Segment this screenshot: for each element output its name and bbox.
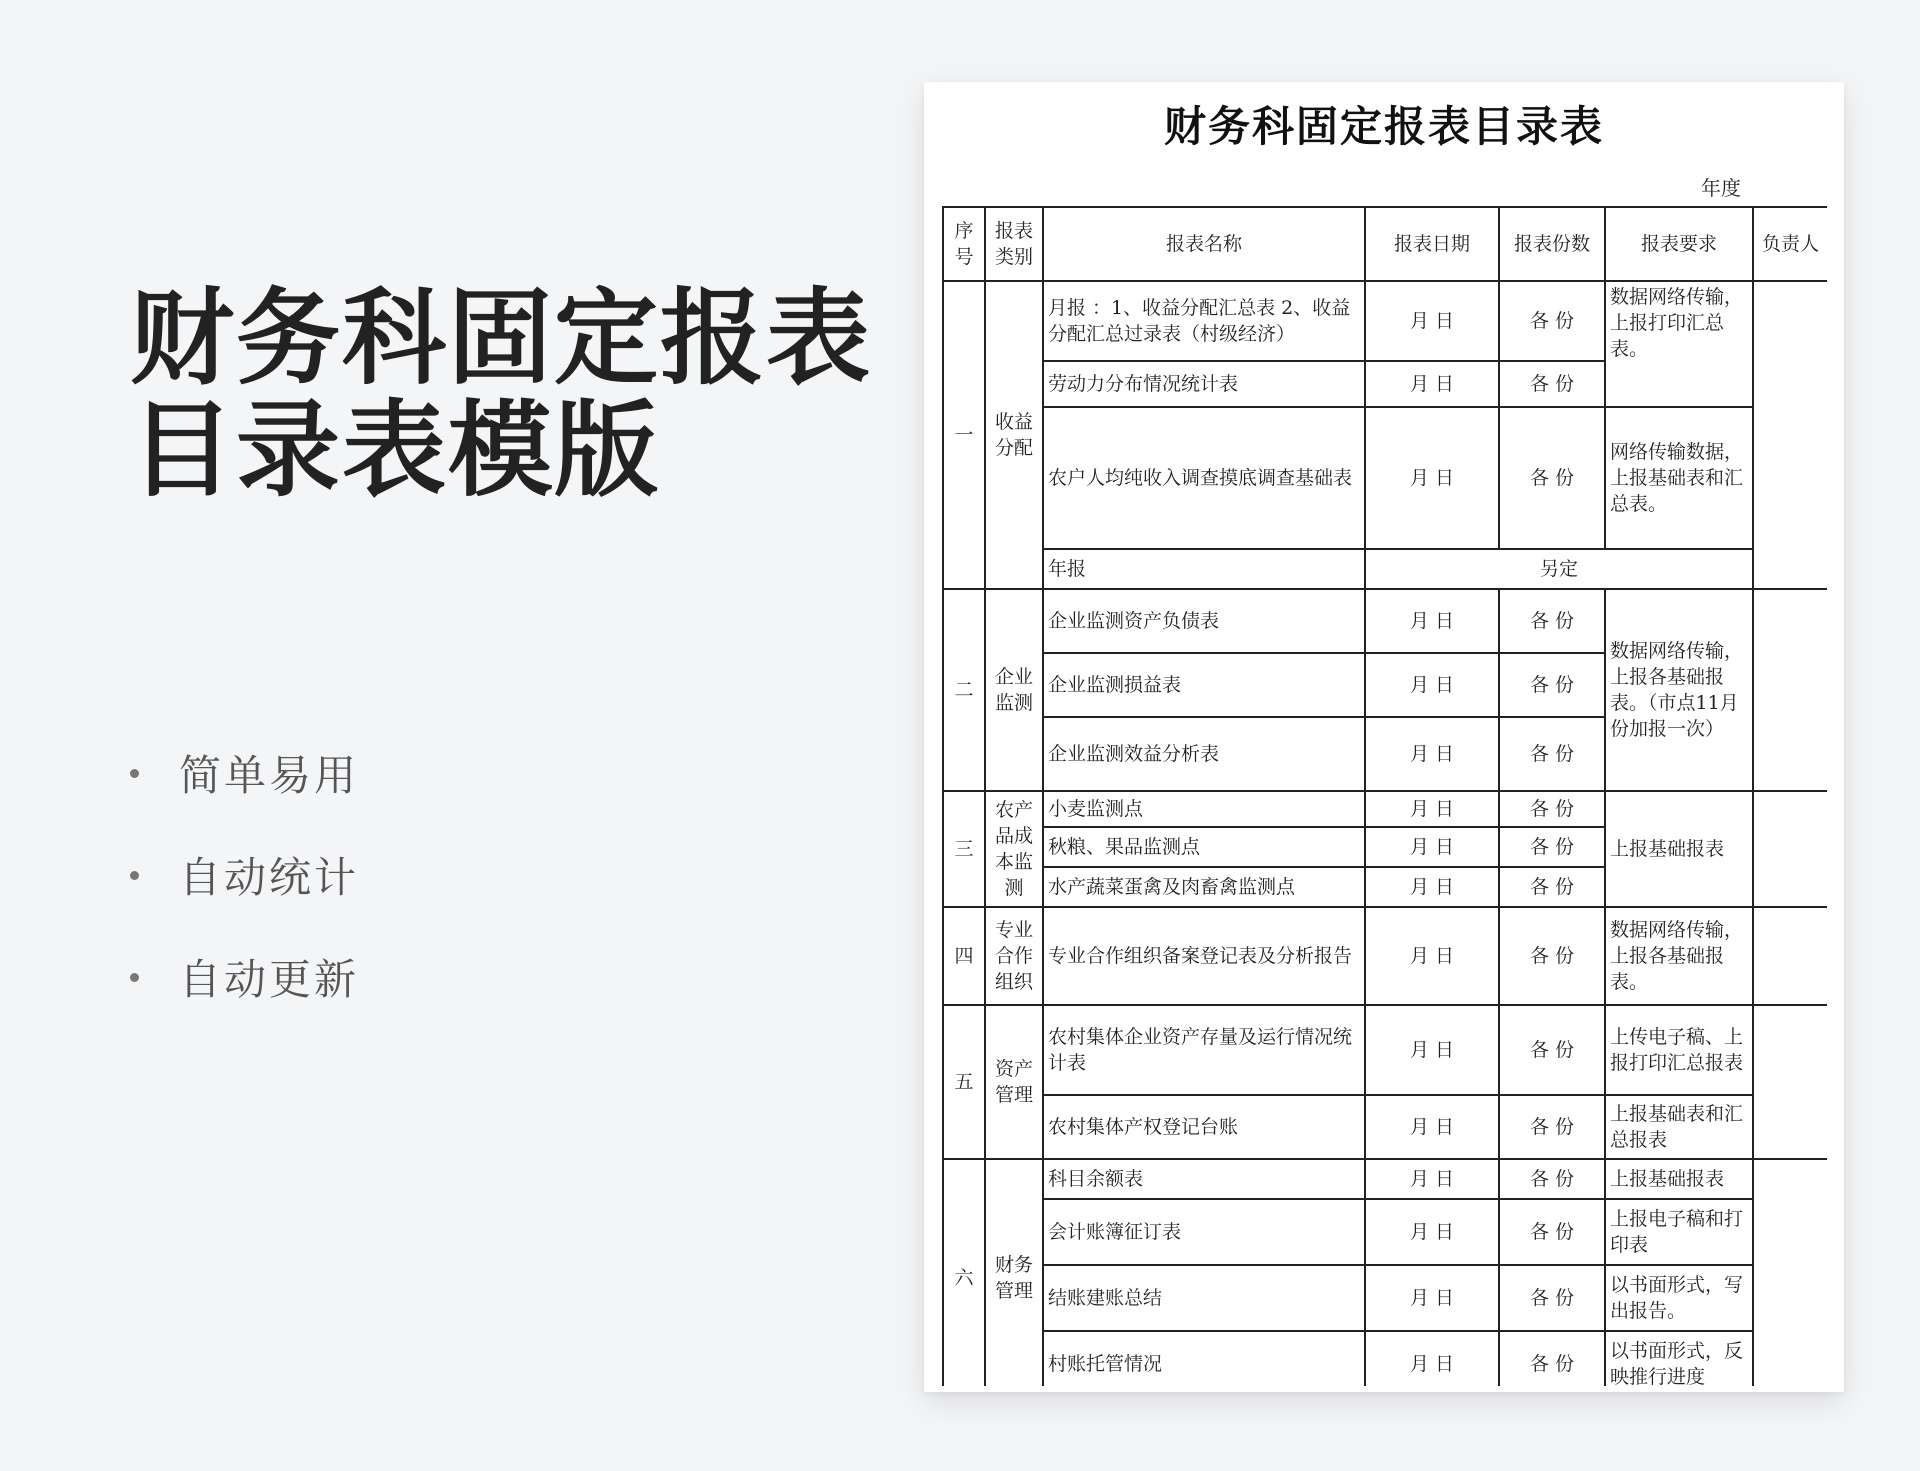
report-name: 农村集体企业资产存量及运行情况统计表	[1043, 1005, 1365, 1095]
table-row	[943, 1331, 1827, 1386]
report-requirement: 网络传输数据，上报基础表和汇总表。	[1605, 407, 1753, 549]
report-copies: 各 份	[1499, 717, 1605, 791]
report-date: 月 日	[1365, 589, 1499, 653]
report-copies: 各 份	[1499, 653, 1605, 717]
feature-label: 简单易用	[179, 751, 360, 800]
group-category: 农产品成本监测	[985, 791, 1043, 907]
report-copies: 各 份	[1499, 361, 1605, 407]
report-date: 月 日	[1365, 653, 1499, 717]
report-date: 月 日	[1365, 1331, 1499, 1386]
report-copies: 各 份	[1499, 1159, 1605, 1199]
report-copies: 各 份	[1499, 827, 1605, 867]
report-date: 月 日	[1365, 827, 1499, 867]
report-name: 村账托管情况	[1043, 1331, 1365, 1386]
report-merged-note: 另定	[1365, 549, 1753, 589]
group-seq: 二	[943, 589, 985, 791]
table-row	[943, 549, 1827, 589]
report-requirement: 以书面形式，反映推行进度	[1605, 1331, 1753, 1386]
report-date: 月 日	[1365, 867, 1499, 907]
year-label: 年度	[1701, 176, 1741, 200]
report-date: 月 日	[1365, 361, 1499, 407]
report-copies: 各 份	[1499, 1265, 1605, 1331]
report-owner	[1753, 589, 1827, 791]
header-owner: 负责人	[1753, 207, 1827, 281]
group-seq: 五	[943, 1005, 985, 1159]
report-name: 劳动力分布情况统计表	[1043, 361, 1365, 407]
feature-label: 自动统计	[179, 853, 360, 902]
report-requirement: 上传电子稿、上报打印汇总报表	[1605, 1005, 1753, 1095]
report-name: 秋粮、果品监测点	[1043, 827, 1365, 867]
header-copies: 报表份数	[1499, 207, 1605, 281]
report-owner	[1753, 1159, 1827, 1386]
report-requirement: 上报电子稿和打印表	[1605, 1199, 1753, 1265]
bullet-icon	[130, 769, 139, 778]
page-title-line-1: 财务科固定报表	[130, 277, 873, 399]
report-requirement: 数据网络传输，上报各基础报表。	[1605, 907, 1753, 1005]
report-name: 农村集体产权登记台账	[1043, 1095, 1365, 1159]
report-name: 企业监测效益分析表	[1043, 717, 1365, 791]
report-table-wrapper	[942, 206, 1827, 1386]
report-name: 企业监测资产负债表	[1043, 589, 1365, 653]
report-name: 结账建账总结	[1043, 1265, 1365, 1331]
report-copies: 各 份	[1499, 1095, 1605, 1159]
report-requirement: 上报基础报表	[1605, 791, 1753, 907]
bullet-icon	[130, 973, 139, 982]
report-copies: 各 份	[1499, 791, 1605, 827]
report-requirement: 上报基础报表	[1605, 1159, 1753, 1199]
page-title	[130, 277, 890, 511]
report-owner	[1753, 791, 1827, 907]
report-name: 小麦监测点	[1043, 791, 1365, 827]
feature-list	[130, 745, 359, 1051]
report-date: 月 日	[1365, 1159, 1499, 1199]
group-category: 专业合作组织	[985, 907, 1043, 1005]
table-row	[943, 589, 1827, 653]
report-requirement: 数据网络传输，上报打印汇总表。	[1605, 281, 1753, 407]
report-name: 月报 ：1、收益分配汇总表 2、收益分配汇总过录表（村级经济）	[1043, 281, 1365, 361]
report-date: 月 日	[1365, 1199, 1499, 1265]
report-copies: 各 份	[1499, 1005, 1605, 1095]
group-category: 企业监测	[985, 589, 1043, 791]
group-category: 资产管理	[985, 1005, 1043, 1159]
page-title-line-2: 目录表模版	[130, 389, 661, 511]
table-row	[943, 907, 1827, 1005]
feature-item	[130, 745, 359, 801]
report-name: 企业监测损益表	[1043, 653, 1365, 717]
report-name: 专业合作组织备案登记表及分析报告	[1043, 907, 1365, 1005]
report-requirement: 以书面形式，写出报告。	[1605, 1265, 1753, 1331]
report-name: 科目余额表	[1043, 1159, 1365, 1199]
report-owner	[1753, 907, 1827, 1005]
feature-item	[130, 949, 359, 1005]
bullet-icon	[130, 871, 139, 880]
group-seq: 六	[943, 1159, 985, 1386]
group-category: 收益分配	[985, 281, 1043, 589]
header-date: 报表日期	[1365, 207, 1499, 281]
group-seq: 三	[943, 791, 985, 907]
feature-item	[130, 847, 359, 903]
table-row	[943, 1005, 1827, 1095]
table-row	[943, 281, 1827, 361]
report-date: 月 日	[1365, 1265, 1499, 1331]
group-category: 财务管理	[985, 1159, 1043, 1386]
report-copies: 各 份	[1499, 1331, 1605, 1386]
header-seq: 序号	[943, 207, 985, 281]
report-name: 年报	[1043, 549, 1365, 589]
report-date: 月 日	[1365, 791, 1499, 827]
report-date: 月 日	[1365, 1095, 1499, 1159]
report-requirement: 数据网络传输，上报各基础报表。（市点11月份加报一次）	[1605, 589, 1753, 791]
report-copies: 各 份	[1499, 867, 1605, 907]
table-row	[943, 1095, 1827, 1159]
group-seq: 四	[943, 907, 985, 1005]
table-header-row	[943, 207, 1827, 281]
report-table	[942, 206, 1827, 1386]
document-preview	[924, 82, 1844, 1392]
table-row	[943, 407, 1827, 549]
report-requirement: 上报基础表和汇总报表	[1605, 1095, 1753, 1159]
feature-label: 自动更新	[179, 955, 360, 1004]
report-date: 月 日	[1365, 407, 1499, 549]
report-copies: 各 份	[1499, 589, 1605, 653]
report-name: 会计账簿征订表	[1043, 1199, 1365, 1265]
document-title: 财务科固定报表目录表	[1163, 102, 1604, 151]
report-owner	[1753, 281, 1827, 589]
table-row	[943, 1159, 1827, 1199]
report-name: 农户人均纯收入调查摸底调查基础表	[1043, 407, 1365, 549]
table-row	[943, 1265, 1827, 1331]
report-copies: 各 份	[1499, 281, 1605, 361]
group-seq: 一	[943, 281, 985, 589]
report-copies: 各 份	[1499, 1199, 1605, 1265]
header-requirement: 报表要求	[1605, 207, 1753, 281]
header-name: 报表名称	[1043, 207, 1365, 281]
report-date: 月 日	[1365, 281, 1499, 361]
report-date: 月 日	[1365, 717, 1499, 791]
report-copies: 各 份	[1499, 907, 1605, 1005]
header-category: 报表类别	[985, 207, 1043, 281]
table-row	[943, 791, 1827, 827]
table-row	[943, 1199, 1827, 1265]
report-owner	[1753, 1005, 1827, 1159]
report-date: 月 日	[1365, 1005, 1499, 1095]
report-copies: 各 份	[1499, 407, 1605, 549]
report-name: 水产蔬菜蛋禽及肉畜禽监测点	[1043, 867, 1365, 907]
report-date: 月 日	[1365, 907, 1499, 1005]
